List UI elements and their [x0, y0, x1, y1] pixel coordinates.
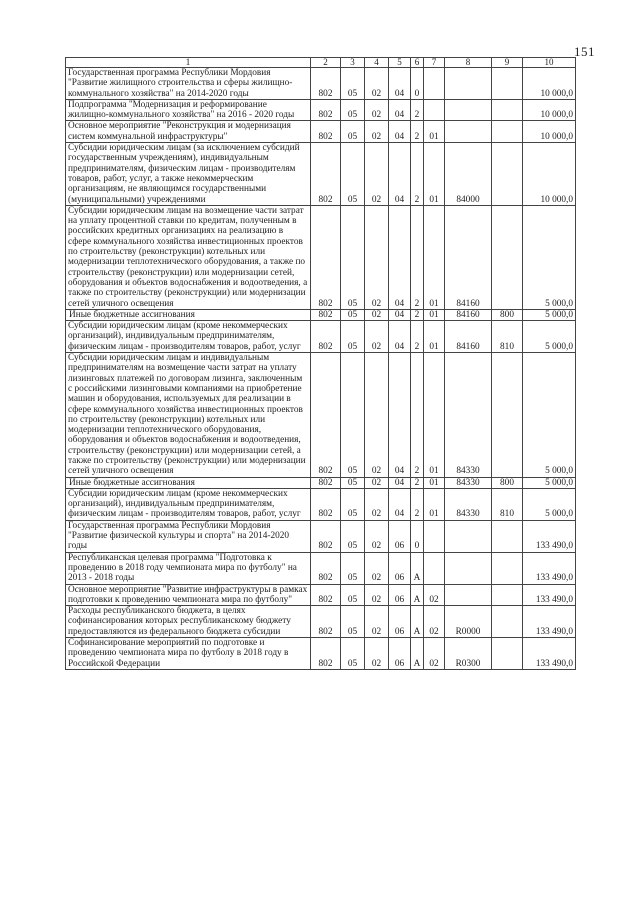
admin-code-cell: 802 [311, 99, 341, 121]
amount-cell: 5 000,0 [523, 205, 576, 309]
subsection-cell: 02 [365, 143, 389, 206]
expense-type-cell [492, 143, 523, 206]
program-cell: 06 [389, 552, 411, 584]
section-cell: 05 [341, 488, 365, 520]
table-row [66, 309, 576, 320]
subsection-cell: 02 [365, 606, 389, 638]
description-cell: Иные бюджетные ассигнования [66, 477, 311, 488]
expense-type-cell [492, 99, 523, 121]
event-cell [424, 68, 445, 100]
table-row [66, 353, 576, 478]
event-cell: 02 [424, 584, 445, 606]
section-cell: 05 [341, 353, 365, 478]
description-cell: Подпрограмма "Модернизация и реформирование жилищно-коммунального хозяйства" на 2016 - 2020 годы [66, 99, 311, 121]
subprogram-cell: 2 [411, 488, 424, 520]
table-row [66, 321, 576, 353]
amount-cell: 5 000,0 [523, 321, 576, 353]
amount-cell: 133 490,0 [523, 638, 576, 670]
expense-type-cell [492, 121, 523, 143]
direction-cell [445, 99, 492, 121]
section-cell: 05 [341, 99, 365, 121]
amount-cell: 5 000,0 [523, 477, 576, 488]
admin-code-cell: 802 [311, 121, 341, 143]
subsection-cell: 02 [365, 552, 389, 584]
event-cell: 02 [424, 606, 445, 638]
table-row [66, 488, 576, 520]
amount-cell: 133 490,0 [523, 606, 576, 638]
admin-code-cell: 802 [311, 488, 341, 520]
table-row [66, 584, 576, 606]
section-cell: 05 [341, 606, 365, 638]
admin-code-cell: 802 [311, 552, 341, 584]
section-cell: 05 [341, 584, 365, 606]
admin-code-cell: 802 [311, 606, 341, 638]
subprogram-cell: А [411, 584, 424, 606]
section-cell: 05 [341, 143, 365, 206]
admin-code-cell: 802 [311, 321, 341, 353]
description-cell: Субсидии юридическим лицам и индивидуальным предпринимателям на возмещение части затрат на уплату лизинговых платежей по договорам лизинга, заключенным с российскими лизинговыми компаниями на приобретение машин и оборудования, используемых для реализации в сфере коммунального хозяйства инвестиционных проектов по строительству (реконструкции) котельных или модернизации теплотехнического оборудования, оборудования и объектов водоснабжения и водоотведения, строительству (реконструкции) или модернизации сетей, а также по строительству (реконструкции) или модернизации сетей уличного освещения [66, 353, 311, 478]
subsection-cell: 02 [365, 488, 389, 520]
description-cell: Субсидии юридическим лицам на возмещение части затрат на уплату процентной ставки по кредитам, полученным в российских кредитных организациях на реализацию в сфере коммунального хозяйства инвестиционных проектов по строительству (реконструкции) котельных или модернизации теплотехнического оборудования, а также по строительству (реконструкции) или модернизации сетей, оборудования и объектов водоснабжения и водоотведения, а также по строительству (реконструкции) или модернизации сетей уличного освещения [66, 205, 311, 309]
subprogram-cell: А [411, 606, 424, 638]
program-cell: 04 [389, 353, 411, 478]
page-number: 151 [574, 44, 595, 59]
event-cell [424, 552, 445, 584]
amount-cell: 133 490,0 [523, 520, 576, 552]
table-row [66, 68, 576, 100]
expense-type-cell [492, 520, 523, 552]
section-cell: 05 [341, 205, 365, 309]
section-cell: 05 [341, 309, 365, 320]
table-row [66, 121, 576, 143]
subprogram-cell: 2 [411, 477, 424, 488]
subsection-cell: 02 [365, 309, 389, 320]
header-cell: 6 [411, 58, 424, 68]
direction-cell: 84330 [445, 353, 492, 478]
event-cell: 01 [424, 353, 445, 478]
admin-code-cell: 802 [311, 477, 341, 488]
description-cell: Расходы республиканского бюджета, в целях софинансирования которых республиканскому бюджету предоставляются из федерального бюджета субсидии [66, 606, 311, 638]
amount-cell: 5 000,0 [523, 309, 576, 320]
program-cell: 04 [389, 321, 411, 353]
amount-cell: 10 000,0 [523, 121, 576, 143]
direction-cell [445, 121, 492, 143]
table-row [66, 143, 576, 206]
direction-cell: 84330 [445, 477, 492, 488]
direction-cell: 84000 [445, 143, 492, 206]
event-cell: 01 [424, 321, 445, 353]
amount-cell: 10 000,0 [523, 143, 576, 206]
event-cell [424, 99, 445, 121]
header-cell: 10 [523, 58, 576, 68]
event-cell: 02 [424, 638, 445, 670]
expense-type-cell [492, 353, 523, 478]
event-cell: 01 [424, 309, 445, 320]
expense-type-cell [492, 205, 523, 309]
description-cell: Основное мероприятие "Реконструкция и модернизация систем коммунальной инфраструктуры" [66, 121, 311, 143]
direction-cell: 84160 [445, 309, 492, 320]
event-cell: 01 [424, 143, 445, 206]
table-row [66, 638, 576, 670]
description-cell: Основное мероприятие "Развитие инфраструктуры в рамках подготовки к проведению чемпионата мира по футболу" [66, 584, 311, 606]
admin-code-cell: 802 [311, 353, 341, 478]
header-cell: 4 [365, 58, 389, 68]
subprogram-cell: 2 [411, 321, 424, 353]
expense-type-cell [492, 68, 523, 100]
subprogram-cell: А [411, 638, 424, 670]
admin-code-cell: 802 [311, 584, 341, 606]
subsection-cell: 02 [365, 121, 389, 143]
header-cell: 1 [66, 58, 311, 68]
expense-type-cell [492, 552, 523, 584]
subprogram-cell: 2 [411, 353, 424, 478]
admin-code-cell: 802 [311, 520, 341, 552]
table-row [66, 205, 576, 309]
header-cell: 2 [311, 58, 341, 68]
subsection-cell: 02 [365, 99, 389, 121]
expense-type-cell [492, 606, 523, 638]
description-cell: Государственная программа Республики Мордовия "Развитие жилищного строительства и сферы жилищно-коммунального хозяйства" на 2014-2020 годы [66, 68, 311, 100]
amount-cell: 5 000,0 [523, 353, 576, 478]
program-cell: 04 [389, 309, 411, 320]
expense-type-cell: 810 [492, 488, 523, 520]
subprogram-cell: 2 [411, 205, 424, 309]
expense-type-cell: 800 [492, 477, 523, 488]
header-cell: 8 [445, 58, 492, 68]
subsection-cell: 02 [365, 638, 389, 670]
section-cell: 05 [341, 321, 365, 353]
subsection-cell: 02 [365, 353, 389, 478]
subprogram-cell: 0 [411, 68, 424, 100]
description-cell: Государственная программа Республики Мордовия "Развитие физической культуры и спорта" на 2014-2020 годы [66, 520, 311, 552]
program-cell: 04 [389, 121, 411, 143]
description-cell: Республиканская целевая программа "Подготовка к проведению в 2018 году чемпионата мира по футболу" на 2013 - 2018 годы [66, 552, 311, 584]
subsection-cell: 02 [365, 321, 389, 353]
table-row [66, 606, 576, 638]
subsection-cell: 02 [365, 205, 389, 309]
subprogram-cell: 2 [411, 309, 424, 320]
table-row [66, 552, 576, 584]
admin-code-cell: 802 [311, 638, 341, 670]
admin-code-cell: 802 [311, 143, 341, 206]
subprogram-cell: 0 [411, 520, 424, 552]
event-cell [424, 520, 445, 552]
description-cell: Иные бюджетные ассигнования [66, 309, 311, 320]
description-cell: Субсидии юридическим лицам (кроме некоммерческих организаций), индивидуальным предпринимателям, физическим лицам - производителям товаров, работ, услуг [66, 321, 311, 353]
header-row [66, 58, 576, 68]
program-cell: 04 [389, 477, 411, 488]
direction-cell: R0000 [445, 606, 492, 638]
admin-code-cell: 802 [311, 205, 341, 309]
amount-cell: 133 490,0 [523, 584, 576, 606]
program-cell: 04 [389, 205, 411, 309]
section-cell: 05 [341, 477, 365, 488]
budget-table [65, 57, 576, 670]
section-cell: 05 [341, 68, 365, 100]
subsection-cell: 02 [365, 477, 389, 488]
subprogram-cell: 2 [411, 143, 424, 206]
expense-type-cell [492, 638, 523, 670]
program-cell: 06 [389, 520, 411, 552]
amount-cell: 10 000,0 [523, 68, 576, 100]
expense-type-cell [492, 584, 523, 606]
subsection-cell: 02 [365, 520, 389, 552]
table-row [66, 520, 576, 552]
header-cell: 9 [492, 58, 523, 68]
expense-type-cell: 810 [492, 321, 523, 353]
header-cell: 5 [389, 58, 411, 68]
program-cell: 04 [389, 143, 411, 206]
program-cell: 06 [389, 606, 411, 638]
subprogram-cell: 2 [411, 121, 424, 143]
header-cell: 7 [424, 58, 445, 68]
subprogram-cell: А [411, 552, 424, 584]
event-cell: 01 [424, 205, 445, 309]
section-cell: 05 [341, 520, 365, 552]
description-cell: Субсидии юридическим лицам (за исключением субсидий государственным учреждениям), индивидуальным предпринимателям, физическим лицам - производителям товаров, работ, услуг, а также некоммерческим организациям, не являющимся государственными (муниципальными) учреждениями [66, 143, 311, 206]
admin-code-cell: 802 [311, 309, 341, 320]
subsection-cell: 02 [365, 68, 389, 100]
section-cell: 05 [341, 552, 365, 584]
table-row [66, 477, 576, 488]
direction-cell [445, 584, 492, 606]
event-cell: 01 [424, 121, 445, 143]
amount-cell: 10 000,0 [523, 99, 576, 121]
direction-cell [445, 520, 492, 552]
expense-type-cell: 800 [492, 309, 523, 320]
direction-cell: 84330 [445, 488, 492, 520]
direction-cell: R0300 [445, 638, 492, 670]
header-cell: 3 [341, 58, 365, 68]
program-cell: 04 [389, 99, 411, 121]
admin-code-cell: 802 [311, 68, 341, 100]
description-cell: Софинансирование мероприятий по подготовке и проведению чемпионата мира по футболу в 2018 году в Российской Федерации [66, 638, 311, 670]
amount-cell: 5 000,0 [523, 488, 576, 520]
direction-cell: 84160 [445, 321, 492, 353]
program-cell: 06 [389, 584, 411, 606]
program-cell: 04 [389, 488, 411, 520]
direction-cell [445, 68, 492, 100]
section-cell: 05 [341, 638, 365, 670]
direction-cell [445, 552, 492, 584]
program-cell: 04 [389, 68, 411, 100]
subsection-cell: 02 [365, 584, 389, 606]
event-cell: 01 [424, 477, 445, 488]
program-cell: 06 [389, 638, 411, 670]
event-cell: 01 [424, 488, 445, 520]
table-row [66, 99, 576, 121]
section-cell: 05 [341, 121, 365, 143]
direction-cell: 84160 [445, 205, 492, 309]
description-cell: Субсидии юридическим лицам (кроме некоммерческих организаций), индивидуальным предпринимателям, физическим лицам - производителям товаров, работ, услуг [66, 488, 311, 520]
amount-cell: 133 490,0 [523, 552, 576, 584]
subprogram-cell: 2 [411, 99, 424, 121]
